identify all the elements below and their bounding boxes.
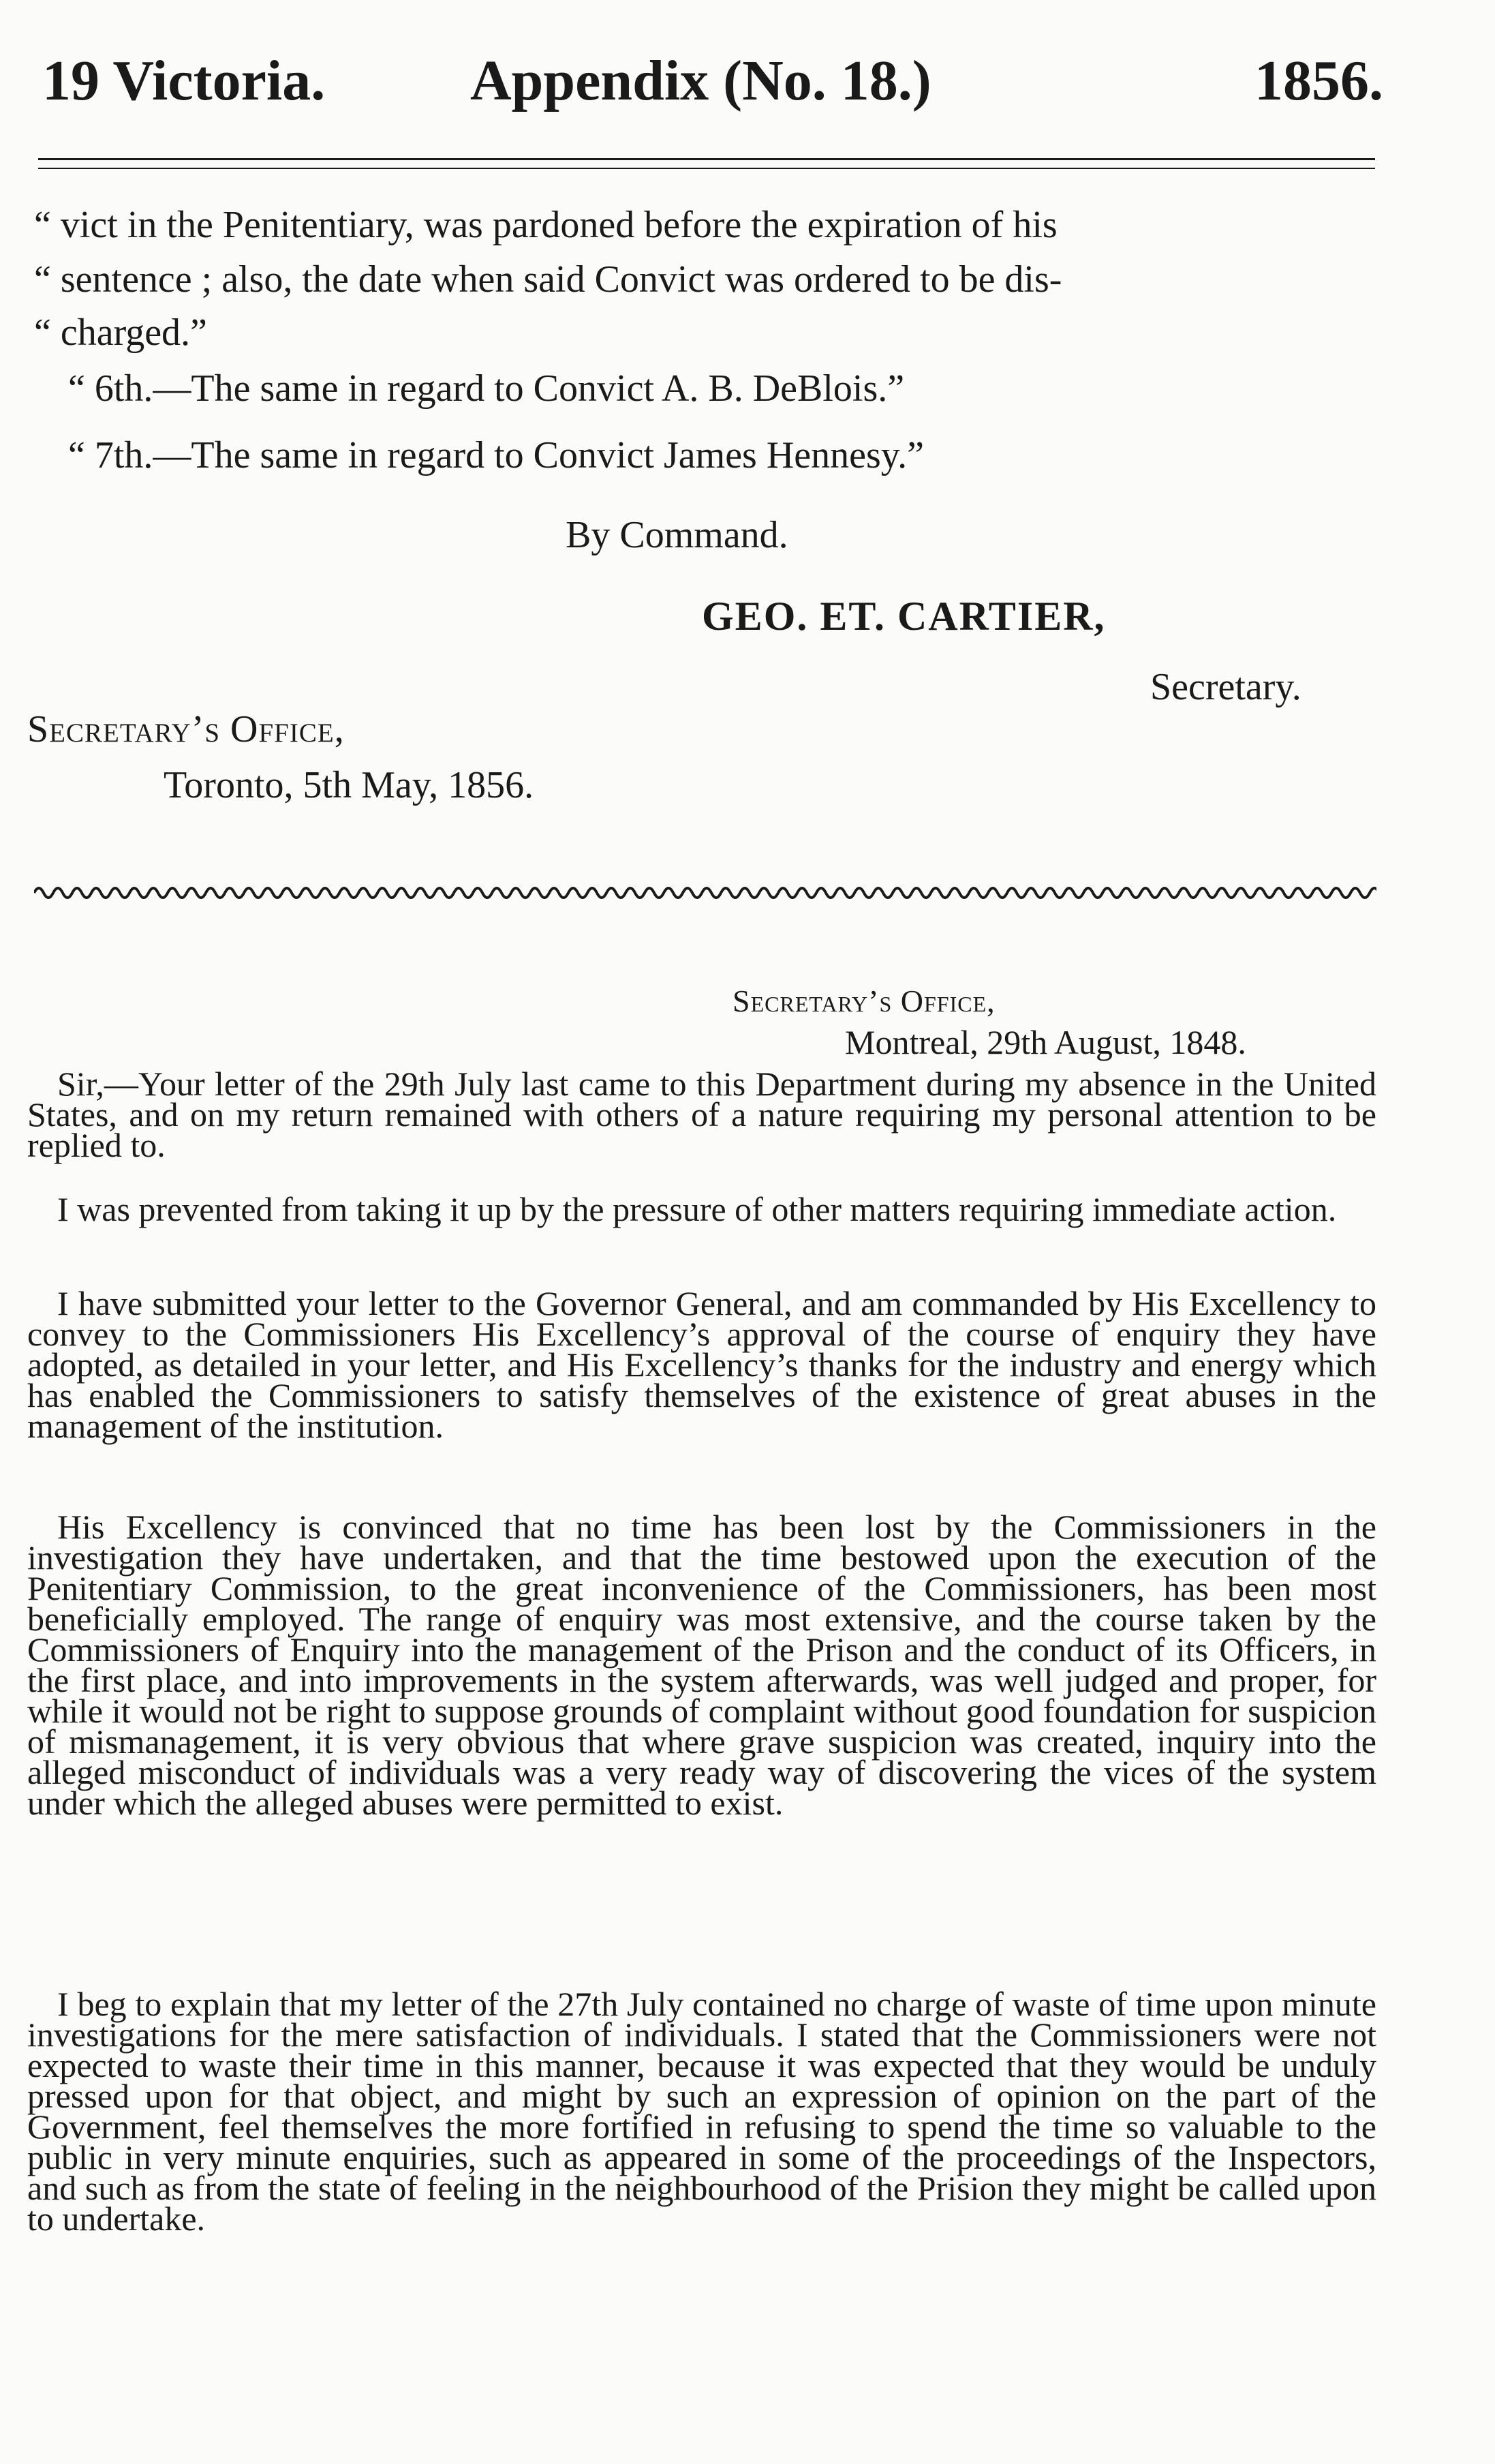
- quote-item-6: “ 6th.—The same in regard to Convict A. B. DeBlois.”: [68, 367, 905, 410]
- quote-item-7: “ 7th.—The same in regard to Convict James Hennesy.”: [68, 434, 925, 476]
- header-session: 19 Victoria.: [42, 49, 326, 112]
- letter-paragraph: I beg to explain that my letter of the 27th July contained no charge of waste of time upon minute investigations for the mere satisfaction of individuals. I stated that the Commissioners were not expected to waste their time in this manner, because it was expected that they would be unduly pressed upon for that object, and might by such an expression of opinion on the part of the Government, feel themselves the more fortified in refusing to spend the time so valuable to the public in very minute enquiries, such as appeared in some of the proceedings of the Inspectors, and such as from the state of feeling in the neighbourhood of the Prision they might be called upon to undertake.: [27, 1985, 1376, 2238]
- office-place-date: Toronto, 5th May, 1856.: [164, 764, 534, 806]
- signature-name: GEO. ET. CARTIER,: [702, 594, 1106, 639]
- header-rule: [38, 158, 1375, 160]
- letter-paragraph: Sir,—Your letter of the 29th July last came to this Department during my absence in the United States, and on my return remained with others of a nature requiring my personal attention to be replied to.: [27, 1065, 1376, 1164]
- header-rule-secondary: [38, 168, 1375, 169]
- running-header: [34, 48, 1383, 123]
- letter-paragraph: I was prevented from taking it up by the pressure of other matters requiring immediate action.: [57, 1190, 1337, 1228]
- header-appendix: Appendix (No. 18.): [470, 49, 931, 112]
- letter-paragraph: His Excellency is convinced that no time has been lost by the Commissioners in the investigation they have undertaken, and that the time bestowed upon the execution of the Penitentiary Commission, to the great inconvenience of the Commissioners, has been most beneficially employed. The range of enquiry was most extensive, and the course taken by the Commissioners of Enquiry into the management of the Prison and the conduct of its Officers, in the first place, and into improvements in the system afterwards, was well judged and proper, for while it would not be right to suppose grounds of complaint without good foundation for suspicion of mismanagement, it is very obvious that where grave suspicion was created, inquiry into the alleged misconduct of individuals was a very ready way of discovering the vices of the system under which the alleged abuses were permitted to exist.: [27, 1508, 1376, 1822]
- quote-line-1: “ vict in the Penitentiary, was pardoned before the expiration of his: [34, 204, 1058, 246]
- header-year: 1856.: [1254, 49, 1383, 112]
- office-heading: Secretary’s Office,: [27, 708, 345, 750]
- signature-title: Secretary.: [1150, 666, 1301, 708]
- quote-line-2: “ sentence ; also, the date when said Convict was ordered to be dis-: [34, 258, 1062, 301]
- letter-office-heading: Secretary’s Office,: [733, 984, 996, 1018]
- wavy-divider: [34, 879, 1376, 907]
- quote-line-3: “ charged.”: [34, 311, 207, 354]
- by-command: By Command.: [566, 514, 788, 556]
- letter-paragraph: I have submitted your letter to the Governor General, and am commanded by His Excellency to convey to the Commissioners His Excellency’s approval of the course of enquiry they have adopted, as detailed in your letter, and His Excellency’s thanks for the industry and energy which has enabled the Commissioners to satisfy themselves of the existence of great abuses in the management of the institution.: [27, 1284, 1376, 1445]
- letter-place-date: Montreal, 29th August, 1848.: [845, 1023, 1246, 1061]
